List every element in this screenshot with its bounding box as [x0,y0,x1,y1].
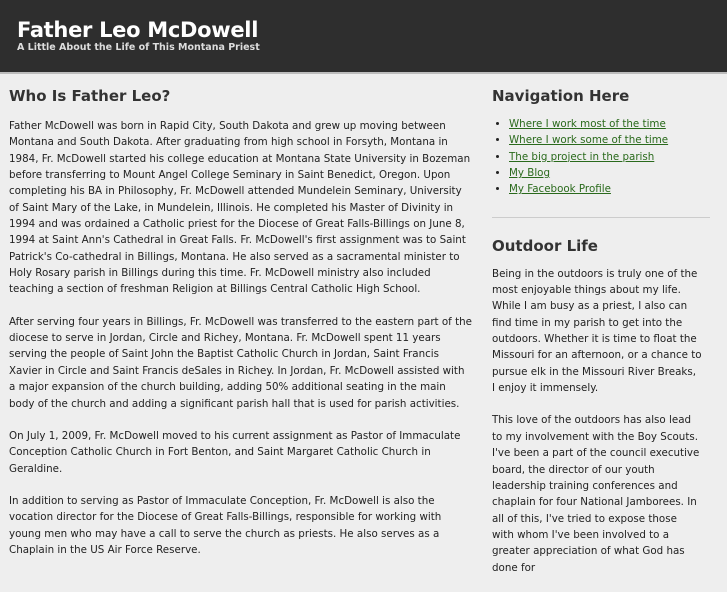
navigation-heading: Navigation Here [492,87,630,105]
nav-link-work-some[interactable]: Where I work some of the time [509,134,669,147]
site-header [0,0,727,74]
site-title[interactable]: Father Leo McDowell [17,18,259,42]
nav-link-blog[interactable]: My Blog [509,167,551,180]
sidebar-divider [492,217,710,218]
nav-item [509,181,702,197]
nav-link-facebook[interactable]: My Facebook Profile [509,183,611,196]
nav-item [509,116,702,132]
bio-paragraph-4: In addition to serving as Pastor of Immaculate Conception, Fr. McDowell is also the vocation director for the Diocese of Great Falls-Billings, responsible for working with young men who may have a call to serve the church as priests. He also serves as a Chaplain in the US Air Force Reserve. [9,494,442,556]
nav-link-big-project[interactable]: The big project in the parish [509,150,655,163]
sidebar [492,86,702,592]
bio-paragraph-2: After serving four years in Billings, Fr. McDowell was transferred to the eastern part of the diocese to serve in Jordan, Circle and Richey, Montana. Fr. McDowell spent 11 years serving the people of Saint John the Baptist Catholic Church in Jordan, Saint Francis Xavier in Circle and Saint Francis deSales in Richey. In Jordan, Fr. McDowell assisted with a major expansion of the church building, adding 50% additional seating in the main body of the church and adding a significant parish hall that is used for parish activities. [9,315,472,410]
bio-paragraph-3: On July 1, 2009, Fr. McDowell moved to his current assignment as Pastor of Immaculate Conception Catholic Church in Fort Benton, and Saint Margaret Catholic Church in Geraldine. [9,429,461,475]
nav-item [509,132,702,148]
outdoor-life-heading: Outdoor Life [492,236,598,255]
bio-paragraph-1: Father McDowell was born in Rapid City, South Dakota and grew up moving between Montana and South Dakota. After graduating from high school in Forsyth, Montana in 1984, Fr. McDowell started his college education at Montana State University in Bozeman before transferring to Mount Angel College Seminary in Saint Benedict, Oregon. Upon completing his BA in Philosophy, Fr. McDowell attended Mundelein Seminary, University of Saint Mary of the Lake, in Mundelein, Illinois. He completed his Master of Divinity in 1994 and was ordained a Catholic priest for the Diocese of Great Falls-Billings on June 8, 1994 at Saint Ann's Cathedral in Great Falls. Fr. McDowell's first assignment was to Saint Patrick's Co-cathedral in Billings, Montana. He also served as a sacramental minister to Holy Rosary parish in Billings during this time. Fr. McDowell ministry also included teaching a section of freshman Religion at Billings Central Catholic High School. [9,120,471,296]
nav-link-work-most[interactable]: Where I work most of the time [509,118,666,130]
nav-item [509,165,702,181]
navigation-list [492,116,702,198]
page-heading: Who Is Father Leo? [9,87,171,105]
nav-item [509,149,702,165]
outdoor-paragraph-1: Being in the outdoors is truly one of the most enjoyable things about my life. While I am busy as a priest, I also can find time in my parish to get into the outdoors. Whether it is time to float the Missouri for an afternoon, or a chance to pursue elk in the Missouri River Breaks, I enjoy it immensely. [492,267,702,395]
site-tagline: A Little About the Life of This Montana Priest [17,42,260,53]
main-content [9,86,472,574]
outdoor-paragraph-2: This love of the outdoors has also lead to my involvement with the Boy Scouts. I've been a part of the council executive board, the director of our youth leadership training conferences and chaplain for four National Jamborees. In all of this, I've tried to expose those with whom I've been involved to a greater appreciation of what God has done for [492,414,700,574]
